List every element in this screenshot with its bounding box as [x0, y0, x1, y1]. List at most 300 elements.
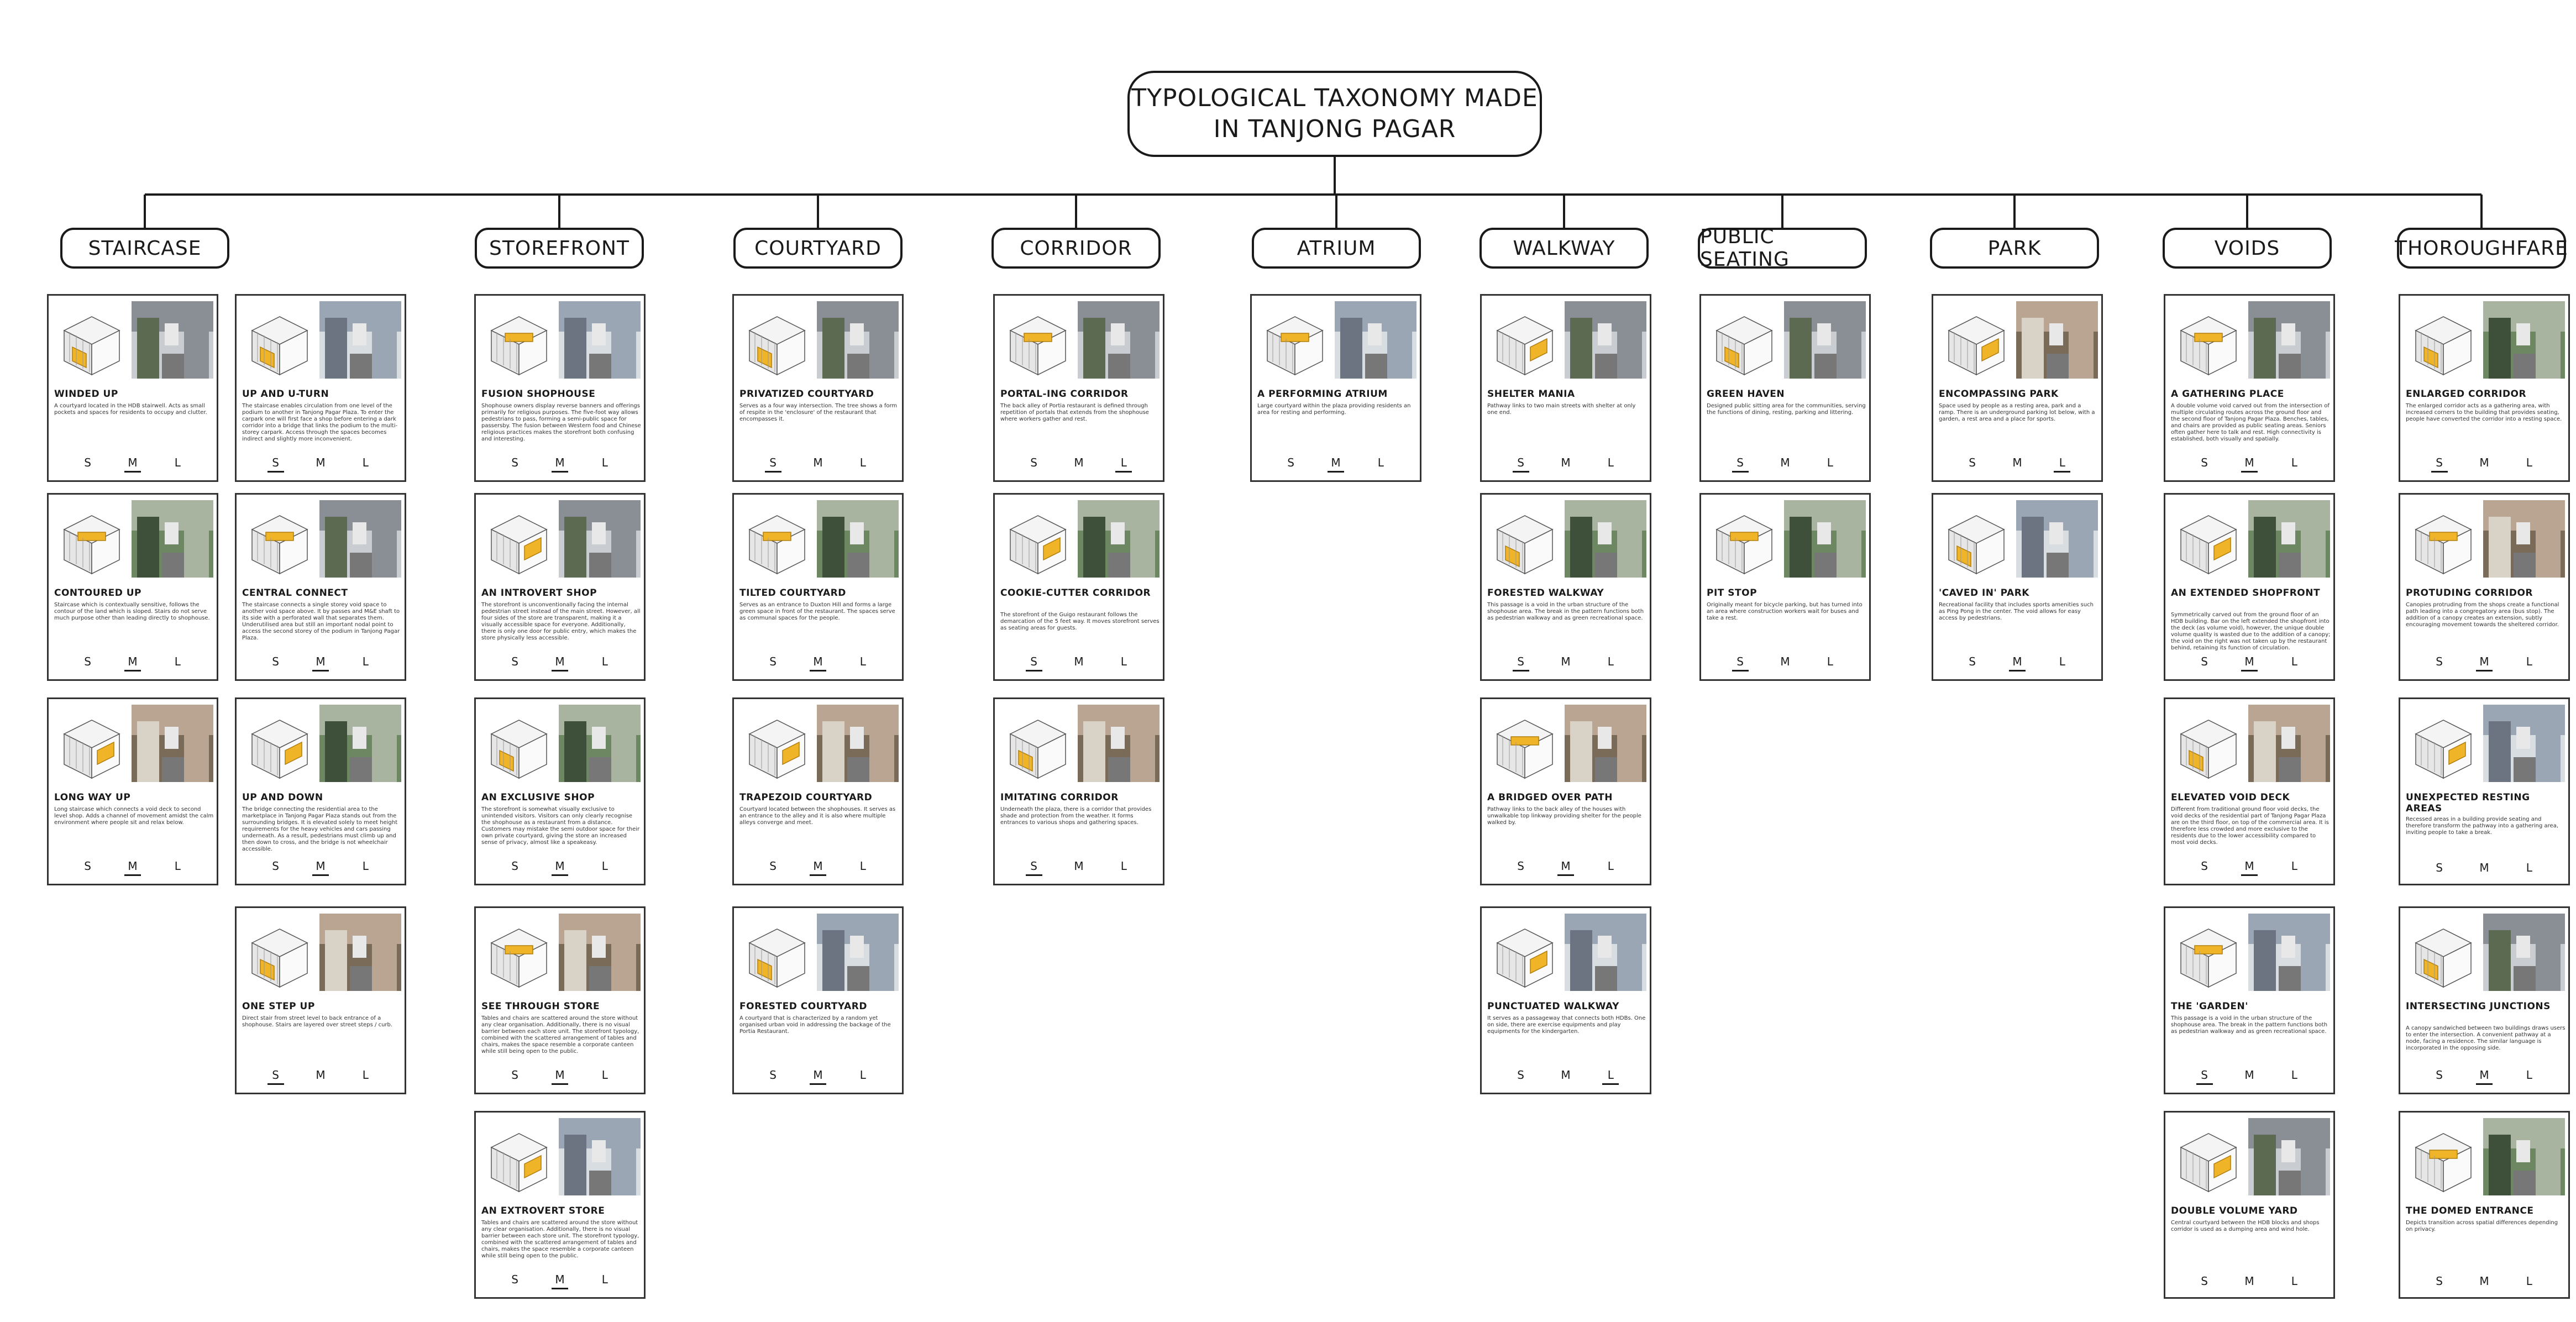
axonometric-drawing — [64, 720, 119, 778]
axonometric-drawing — [491, 317, 547, 375]
drawing-icon — [2170, 1117, 2247, 1200]
size-l: L — [1120, 859, 1127, 873]
size-l: L — [2059, 655, 2065, 668]
drawing-icon — [1938, 499, 2015, 582]
photo-image — [1784, 301, 1866, 379]
card-title: GREEN HAVEN — [1707, 389, 1785, 400]
size-m: M — [1561, 655, 1571, 668]
size-l: L — [2526, 861, 2532, 874]
size-s: S — [1026, 859, 1042, 876]
size-scale — [2165, 1274, 2333, 1289]
typology-card — [2164, 697, 2335, 885]
size-s: S — [765, 456, 781, 473]
card-description: This passage is a void in the urban structure of the shophouse area. The break in the pattern functions both as pedestrian walkway and as green recreational space. — [1487, 602, 1644, 621]
size-s: S — [1732, 655, 1749, 672]
card-title: IMITATING CORRIDOR — [1000, 792, 1119, 803]
size-s: S — [769, 859, 777, 873]
axonometric-drawing — [1010, 317, 1066, 375]
size-m: M — [1328, 456, 1344, 473]
drawing-icon — [1706, 499, 1783, 582]
site-photo — [1078, 301, 1160, 379]
size-scale — [2400, 655, 2568, 672]
axonometric-drawing — [1717, 516, 1772, 574]
axonometric-drawing — [2416, 317, 2471, 375]
size-l: L — [1607, 859, 1614, 873]
drawing-icon — [480, 1117, 558, 1200]
axonometric-drawing — [1497, 720, 1552, 778]
size-l: L — [1607, 655, 1614, 668]
photo-image — [817, 705, 899, 782]
size-m: M — [316, 456, 326, 469]
drawing-icon — [1256, 300, 1334, 383]
size-s: S — [511, 1273, 518, 1286]
photo-image — [817, 500, 899, 578]
card-description: This passage is a void in the urban structure of the shophouse area. The break in the pattern functions both as pedestrian walkway and as green recreational space. — [2171, 1015, 2328, 1035]
size-l: L — [859, 456, 866, 469]
card-title: SEE THROUGH STORE — [481, 1001, 600, 1012]
size-s: S — [769, 1068, 777, 1082]
drawing-icon — [738, 912, 816, 995]
size-scale — [734, 456, 902, 473]
size-s: S — [1969, 655, 1976, 668]
axonometric-drawing — [1717, 317, 1772, 375]
drawing-icon — [2170, 704, 2247, 786]
size-s: S — [272, 655, 279, 668]
typology-card — [2399, 1111, 2570, 1299]
size-scale — [2165, 655, 2333, 672]
size-scale — [1482, 859, 1650, 876]
axonometric-drawing — [749, 317, 805, 375]
drawing-icon — [241, 704, 318, 786]
site-photo — [1565, 301, 1646, 379]
card-title: TRAPEZOID COURTYARD — [739, 792, 873, 803]
size-l: L — [362, 859, 369, 873]
site-photo — [2248, 301, 2330, 379]
typology-card — [2164, 906, 2335, 1094]
photo-image — [2483, 500, 2565, 578]
photo-image — [2016, 500, 2098, 578]
card-title: AN EXCLUSIVE SHOP — [481, 792, 595, 803]
size-s: S — [511, 1068, 518, 1082]
site-photo — [2483, 705, 2565, 782]
card-description: Serves as a four way intersection. The tree shows a form of respite in the 'enclosure' of the restaurant that encompasses it. — [739, 403, 898, 422]
size-l: L — [2526, 1068, 2532, 1082]
photo-image — [1565, 500, 1646, 578]
card-description: Depicts transition across spatial differences depending on privacy. — [2406, 1220, 2558, 1232]
drawing-icon — [999, 300, 1077, 383]
size-l: L — [1115, 456, 1132, 473]
size-s: S — [2201, 1274, 2208, 1288]
size-m: M — [2241, 859, 2258, 876]
size-m: M — [124, 456, 141, 473]
category-park: PARK — [1930, 228, 2099, 269]
typology-card — [47, 294, 218, 482]
category-public-seating: PUBLIC SEATING — [1698, 228, 1867, 269]
size-m: M — [312, 859, 329, 876]
typology-card — [474, 906, 646, 1094]
size-m: M — [552, 859, 568, 876]
size-l: L — [1602, 1068, 1619, 1085]
card-title: ENLARGED CORRIDOR — [2406, 389, 2527, 400]
axonometric-drawing — [749, 929, 805, 987]
card-title: THE DOMED ENTRANCE — [2406, 1205, 2534, 1216]
card-description: The storefront is unconventionally facing the internal pedestrian street instead of the main street. However, all four sides of the store are transparent, making it a visually accessible space for everyone. Additionally, there is only one door for public entry, which makes the store physically less accessible. — [481, 602, 641, 641]
site-photo — [1335, 301, 1416, 379]
card-description: Courtyard located between the shophouses. It serves as an entrance to the alley and it is also where multiple alleys converge and meet. — [739, 806, 896, 826]
typology-card — [2399, 697, 2570, 885]
axonometric-drawing — [2181, 516, 2236, 574]
site-photo — [2483, 500, 2565, 578]
category-courtyard: COURTYARD — [733, 228, 903, 269]
size-m: M — [2476, 1068, 2493, 1085]
axonometric-drawing — [2181, 929, 2236, 987]
photo-image — [1078, 500, 1160, 578]
card-title: 'CAVED IN' PARK — [1939, 587, 2029, 599]
site-photo — [2016, 500, 2098, 578]
typology-card — [2164, 294, 2335, 482]
size-scale — [237, 1068, 405, 1085]
size-scale — [476, 1273, 644, 1289]
size-s: S — [1513, 655, 1529, 672]
axonometric-drawing — [491, 720, 547, 778]
card-title: CONTOURED UP — [54, 587, 142, 599]
site-photo — [1565, 500, 1646, 578]
photo-image — [319, 500, 401, 578]
typology-card — [474, 493, 646, 681]
card-description: It serves as a passageway that connects both HDBs. One on side, there are exercise equipments and play equipments for the kindergarten. — [1487, 1015, 1646, 1035]
axonometric-drawing — [491, 929, 547, 987]
drawing-icon — [1486, 704, 1564, 786]
card-description: Serves as an entrance to Duxton Hill and forms a large green space in front of the restaurant. The spaces serve as communal spaces for the people. — [739, 602, 895, 621]
site-photo — [2248, 500, 2330, 578]
card-title: UNEXPECTED RESTING AREAS — [2406, 792, 2530, 814]
size-s: S — [1513, 456, 1529, 473]
drawing-icon — [2170, 912, 2247, 995]
size-scale — [2165, 456, 2333, 473]
photo-image — [132, 500, 213, 578]
card-description: The storefront of the Guigo restaurant follows the demarcation of the 5 feet way. It moves storefront serves as seating areas for guests. — [1000, 612, 1160, 631]
card-description: Recessed areas in a building provide seating and therefore transform the pathway into a gathering area, inviting people to take a break. — [2406, 816, 2559, 836]
size-l: L — [174, 859, 181, 873]
category-thoroughfare: THOROUGHFARE — [2397, 228, 2566, 269]
size-m: M — [552, 655, 568, 672]
photo-image — [1784, 500, 1866, 578]
size-s: S — [2201, 456, 2208, 469]
size-s: S — [2436, 655, 2443, 668]
photo-image — [2483, 1118, 2565, 1195]
site-photo — [1784, 301, 1866, 379]
drawing-icon — [2405, 912, 2482, 995]
photo-image — [817, 914, 899, 991]
drawing-icon — [480, 499, 558, 582]
typology-card — [474, 697, 646, 885]
card-description: The storefront is somewhat visually exclusive to unintended visitors. Visitors can only clearly recognise the shophouse as a restaurant from a distance. Customers may mistake the semi outdoor space for their own private courtyard, giving the store an increased sense of privacy, almost like a speakeasy. — [481, 806, 640, 846]
size-scale — [995, 859, 1163, 876]
site-photo — [319, 705, 401, 782]
card-description: The staircase connects a single storey void space to another void space above. It by passes and M&E shaft to its side with a perforated wall that separates them. Underutilised area but still an important nodal point to access the second storey of the podium in Tanjong Pagar Plaza. — [242, 602, 400, 641]
drawing-icon — [53, 300, 130, 383]
size-scale — [2400, 861, 2568, 876]
card-title: AN EXTROVERT STORE — [481, 1205, 605, 1216]
card-title: A BRIDGED OVER PATH — [1487, 792, 1613, 803]
size-scale — [995, 655, 1163, 672]
size-scale — [1701, 456, 1869, 473]
size-s: S — [1030, 456, 1037, 469]
size-m: M — [124, 859, 141, 876]
typology-card — [474, 294, 646, 482]
category-voids: VOIDS — [2163, 228, 2332, 269]
site-photo — [319, 500, 401, 578]
drawing-icon — [53, 499, 130, 582]
category-storefront: STOREFRONT — [475, 228, 644, 269]
card-title: AN INTROVERT SHOP — [481, 587, 597, 599]
size-scale — [476, 1068, 644, 1085]
size-l: L — [2291, 456, 2297, 469]
drawing-icon — [241, 499, 318, 582]
size-s: S — [1969, 456, 1976, 469]
size-scale — [1252, 456, 1420, 473]
site-photo — [559, 500, 641, 578]
typology-card — [47, 493, 218, 681]
size-scale — [2400, 456, 2568, 473]
size-l: L — [2526, 1274, 2532, 1288]
drawing-icon — [2170, 499, 2247, 582]
typology-card — [1932, 493, 2103, 681]
size-scale — [2165, 1068, 2333, 1085]
size-l: L — [601, 655, 608, 668]
size-s: S — [84, 456, 91, 469]
site-photo — [1078, 705, 1160, 782]
typology-card — [235, 493, 406, 681]
category-walkway: WALKWAY — [1480, 228, 1649, 269]
card-description: Tables and chairs are scattered around the store without any clear organisation. Additionally, there is no visual barrier between each store unit. The storefront typology, combined with the scattered arrangement of tables and chairs, makes the space resemble a corporate canteen while still being open to the public. — [481, 1015, 639, 1055]
size-l: L — [2526, 655, 2532, 668]
card-description: Canopies protruding from the shops create a functional path leading into a congregatory area (bus stop). The addition of a canopy creates an extension, subtly encouraging movement towards the sheltered corridor. — [2406, 602, 2559, 628]
drawing-icon — [1706, 300, 1783, 383]
photo-image — [1565, 301, 1646, 379]
typology-card — [235, 906, 406, 1094]
card-description: Staircase which is contextually sensitive, follows the contour of the land which is sloped. Stairs do not serve much purpose other than leading directly to shophouse. — [54, 602, 210, 621]
size-m: M — [2479, 861, 2489, 874]
card-title: PRIVATIZED COURTYARD — [739, 389, 874, 400]
size-s: S — [1287, 456, 1294, 469]
axonometric-drawing — [252, 317, 307, 375]
size-scale — [476, 655, 644, 672]
size-m: M — [810, 1068, 826, 1085]
size-scale — [2400, 1068, 2568, 1085]
card-title: UP AND U-TURN — [242, 389, 329, 400]
size-scale — [237, 655, 405, 672]
size-s: S — [2201, 859, 2208, 873]
site-photo — [817, 301, 899, 379]
site-photo — [132, 705, 213, 782]
site-photo — [319, 914, 401, 991]
size-m: M — [813, 456, 823, 469]
photo-image — [1078, 301, 1160, 379]
size-scale — [237, 859, 405, 876]
photo-image — [319, 705, 401, 782]
site-photo — [559, 301, 641, 379]
size-l: L — [601, 456, 608, 469]
card-description: Pathway links to the back alley of the houses with unwalkable top linkway providing shelter for the people walked by. — [1487, 806, 1641, 826]
drawing-icon — [2405, 704, 2482, 786]
size-m: M — [2244, 1274, 2254, 1288]
card-description: Originally meant for bicycle parking, but has turned into an area where construction workers wait for buses and take a rest. — [1707, 602, 1863, 621]
typology-card — [1932, 294, 2103, 482]
size-l: L — [859, 859, 866, 873]
size-s: S — [1517, 1068, 1524, 1082]
drawing-icon — [480, 704, 558, 786]
card-title: INTERSECTING JUNCTIONS — [2406, 1001, 2551, 1012]
axonometric-drawing — [491, 1134, 547, 1192]
photo-image — [2248, 914, 2330, 991]
axonometric-drawing — [2416, 1134, 2471, 1192]
size-l: L — [174, 456, 181, 469]
size-l: L — [859, 655, 866, 668]
size-l: L — [362, 1068, 369, 1082]
typology-card — [732, 294, 904, 482]
size-s: S — [1517, 859, 1524, 873]
photo-image — [2483, 914, 2565, 991]
typology-card — [993, 493, 1164, 681]
typology-card — [1480, 493, 1651, 681]
drawing-icon — [999, 499, 1077, 582]
drawing-icon — [1938, 300, 2015, 383]
size-m: M — [1074, 456, 1084, 469]
card-description: Underneath the plaza, there is a corridor that provides shade and protection from the weather. It forms entrances to various shops and gathering spaces. — [1000, 806, 1152, 826]
site-photo — [2248, 705, 2330, 782]
size-m: M — [552, 456, 568, 473]
size-l: L — [2526, 456, 2532, 469]
size-s: S — [769, 655, 777, 668]
size-m: M — [2241, 456, 2258, 473]
size-scale — [1482, 655, 1650, 672]
drawing-icon — [1486, 499, 1564, 582]
typology-card — [1480, 294, 1651, 482]
card-title: PROTUDING CORRIDOR — [2406, 587, 2533, 599]
size-l: L — [2291, 859, 2297, 873]
size-m: M — [1780, 655, 1790, 668]
site-photo — [132, 301, 213, 379]
typology-card — [47, 697, 218, 885]
size-scale — [1482, 456, 1650, 473]
axonometric-drawing — [1010, 516, 1066, 574]
axonometric-drawing — [1949, 317, 2004, 375]
size-m: M — [1561, 456, 1571, 469]
card-title: PUNCTUATED WALKWAY — [1487, 1001, 1619, 1012]
drawing-icon — [53, 704, 130, 786]
size-m: M — [312, 655, 329, 672]
photo-image — [559, 500, 641, 578]
card-description: A double volume void carved out from the intersection of multiple circulating routes across the ground floor and the second floor of Tanjong Pagar Plaza. Benches, tables, and chairs are provided as public seating areas. Seniors often gather here to talk and rest. High connectivity is established, both visually and spatially. — [2171, 403, 2330, 442]
size-l: L — [2291, 1068, 2297, 1082]
axonometric-drawing — [749, 516, 805, 574]
site-photo — [2483, 301, 2565, 379]
typology-card — [1480, 697, 1651, 885]
size-s: S — [2436, 1274, 2443, 1288]
size-m: M — [2476, 655, 2493, 672]
card-title: THE 'GARDEN' — [2171, 1001, 2248, 1012]
typology-card — [2164, 493, 2335, 681]
axonometric-drawing — [2416, 929, 2471, 987]
size-s: S — [511, 456, 518, 469]
card-title: WINDED UP — [54, 389, 118, 400]
site-photo — [1078, 500, 1160, 578]
size-m: M — [2009, 655, 2026, 672]
card-description: Different from traditional ground floor void decks, the void decks of the residential part of Tanjong Pagar Plaza are on the third floor, on top of the commercial area. It is therefore less crowded and more exclusive to the residents due to the lower accessibility compared to most void decks. — [2171, 806, 2329, 846]
size-scale — [995, 456, 1163, 473]
typology-card — [732, 493, 904, 681]
photo-image — [559, 301, 641, 379]
photo-image — [1335, 301, 1416, 379]
size-scale — [2400, 1274, 2568, 1289]
typology-card — [993, 697, 1164, 885]
taxonomy-title — [1127, 71, 1542, 157]
axonometric-drawing — [2181, 317, 2236, 375]
photo-image — [2016, 301, 2098, 379]
card-description: Space used by people as a resting area, park and a ramp. There is an underground parking lot below, with a garden, a rest area and a place for sports. — [1939, 403, 2095, 422]
site-photo — [2483, 1118, 2565, 1195]
size-scale — [49, 655, 217, 672]
site-photo — [319, 301, 401, 379]
photo-image — [2248, 500, 2330, 578]
size-scale — [1701, 655, 1869, 672]
size-s: S — [2196, 1068, 2213, 1085]
size-l: L — [174, 655, 181, 668]
size-m: M — [1561, 1068, 1571, 1082]
site-photo — [1784, 500, 1866, 578]
card-title: PORTAL-ING CORRIDOR — [1000, 389, 1129, 400]
typology-card — [2399, 493, 2570, 681]
typology-card — [2164, 1111, 2335, 1299]
drawing-icon — [241, 912, 318, 995]
site-photo — [2248, 914, 2330, 991]
size-l: L — [601, 1068, 608, 1082]
site-photo — [1565, 914, 1646, 991]
photo-image — [319, 301, 401, 379]
size-l: L — [1827, 456, 1833, 469]
size-m: M — [2479, 1274, 2489, 1288]
size-scale — [2165, 859, 2333, 876]
photo-image — [2483, 301, 2565, 379]
drawing-icon — [2170, 300, 2247, 383]
title-line-2: IN TANJONG PAGAR — [1213, 115, 1456, 143]
card-description: The staircase enables circulation from one level of the podium to another in Tanjong Pagar Plaza. To enter the carpark one will first face a shop before entering a dark corridor into a bridge that links the podium to the multi-storey carpark. Access through the spaces becomes indirect and slightly more inconvenient. — [242, 403, 398, 442]
size-m: M — [1557, 859, 1574, 876]
site-photo — [2016, 301, 2098, 379]
size-m: M — [316, 1068, 326, 1082]
drawing-icon — [2405, 1117, 2482, 1200]
axonometric-drawing — [2416, 516, 2471, 574]
size-scale — [734, 1068, 902, 1085]
size-scale — [1933, 456, 2101, 473]
size-m: M — [552, 1068, 568, 1085]
size-s: S — [511, 655, 518, 668]
card-title: LONG WAY UP — [54, 792, 131, 803]
size-scale — [734, 655, 902, 672]
axonometric-drawing — [252, 516, 307, 574]
size-l: L — [2291, 655, 2297, 668]
size-m: M — [2241, 655, 2258, 672]
photo-image — [132, 301, 213, 379]
typology-card — [2399, 294, 2570, 482]
size-m: M — [1074, 859, 1084, 873]
size-scale — [1933, 655, 2101, 672]
axonometric-drawing — [252, 929, 307, 987]
axonometric-drawing — [1267, 317, 1323, 375]
site-photo — [2483, 914, 2565, 991]
size-l: L — [859, 1068, 866, 1082]
